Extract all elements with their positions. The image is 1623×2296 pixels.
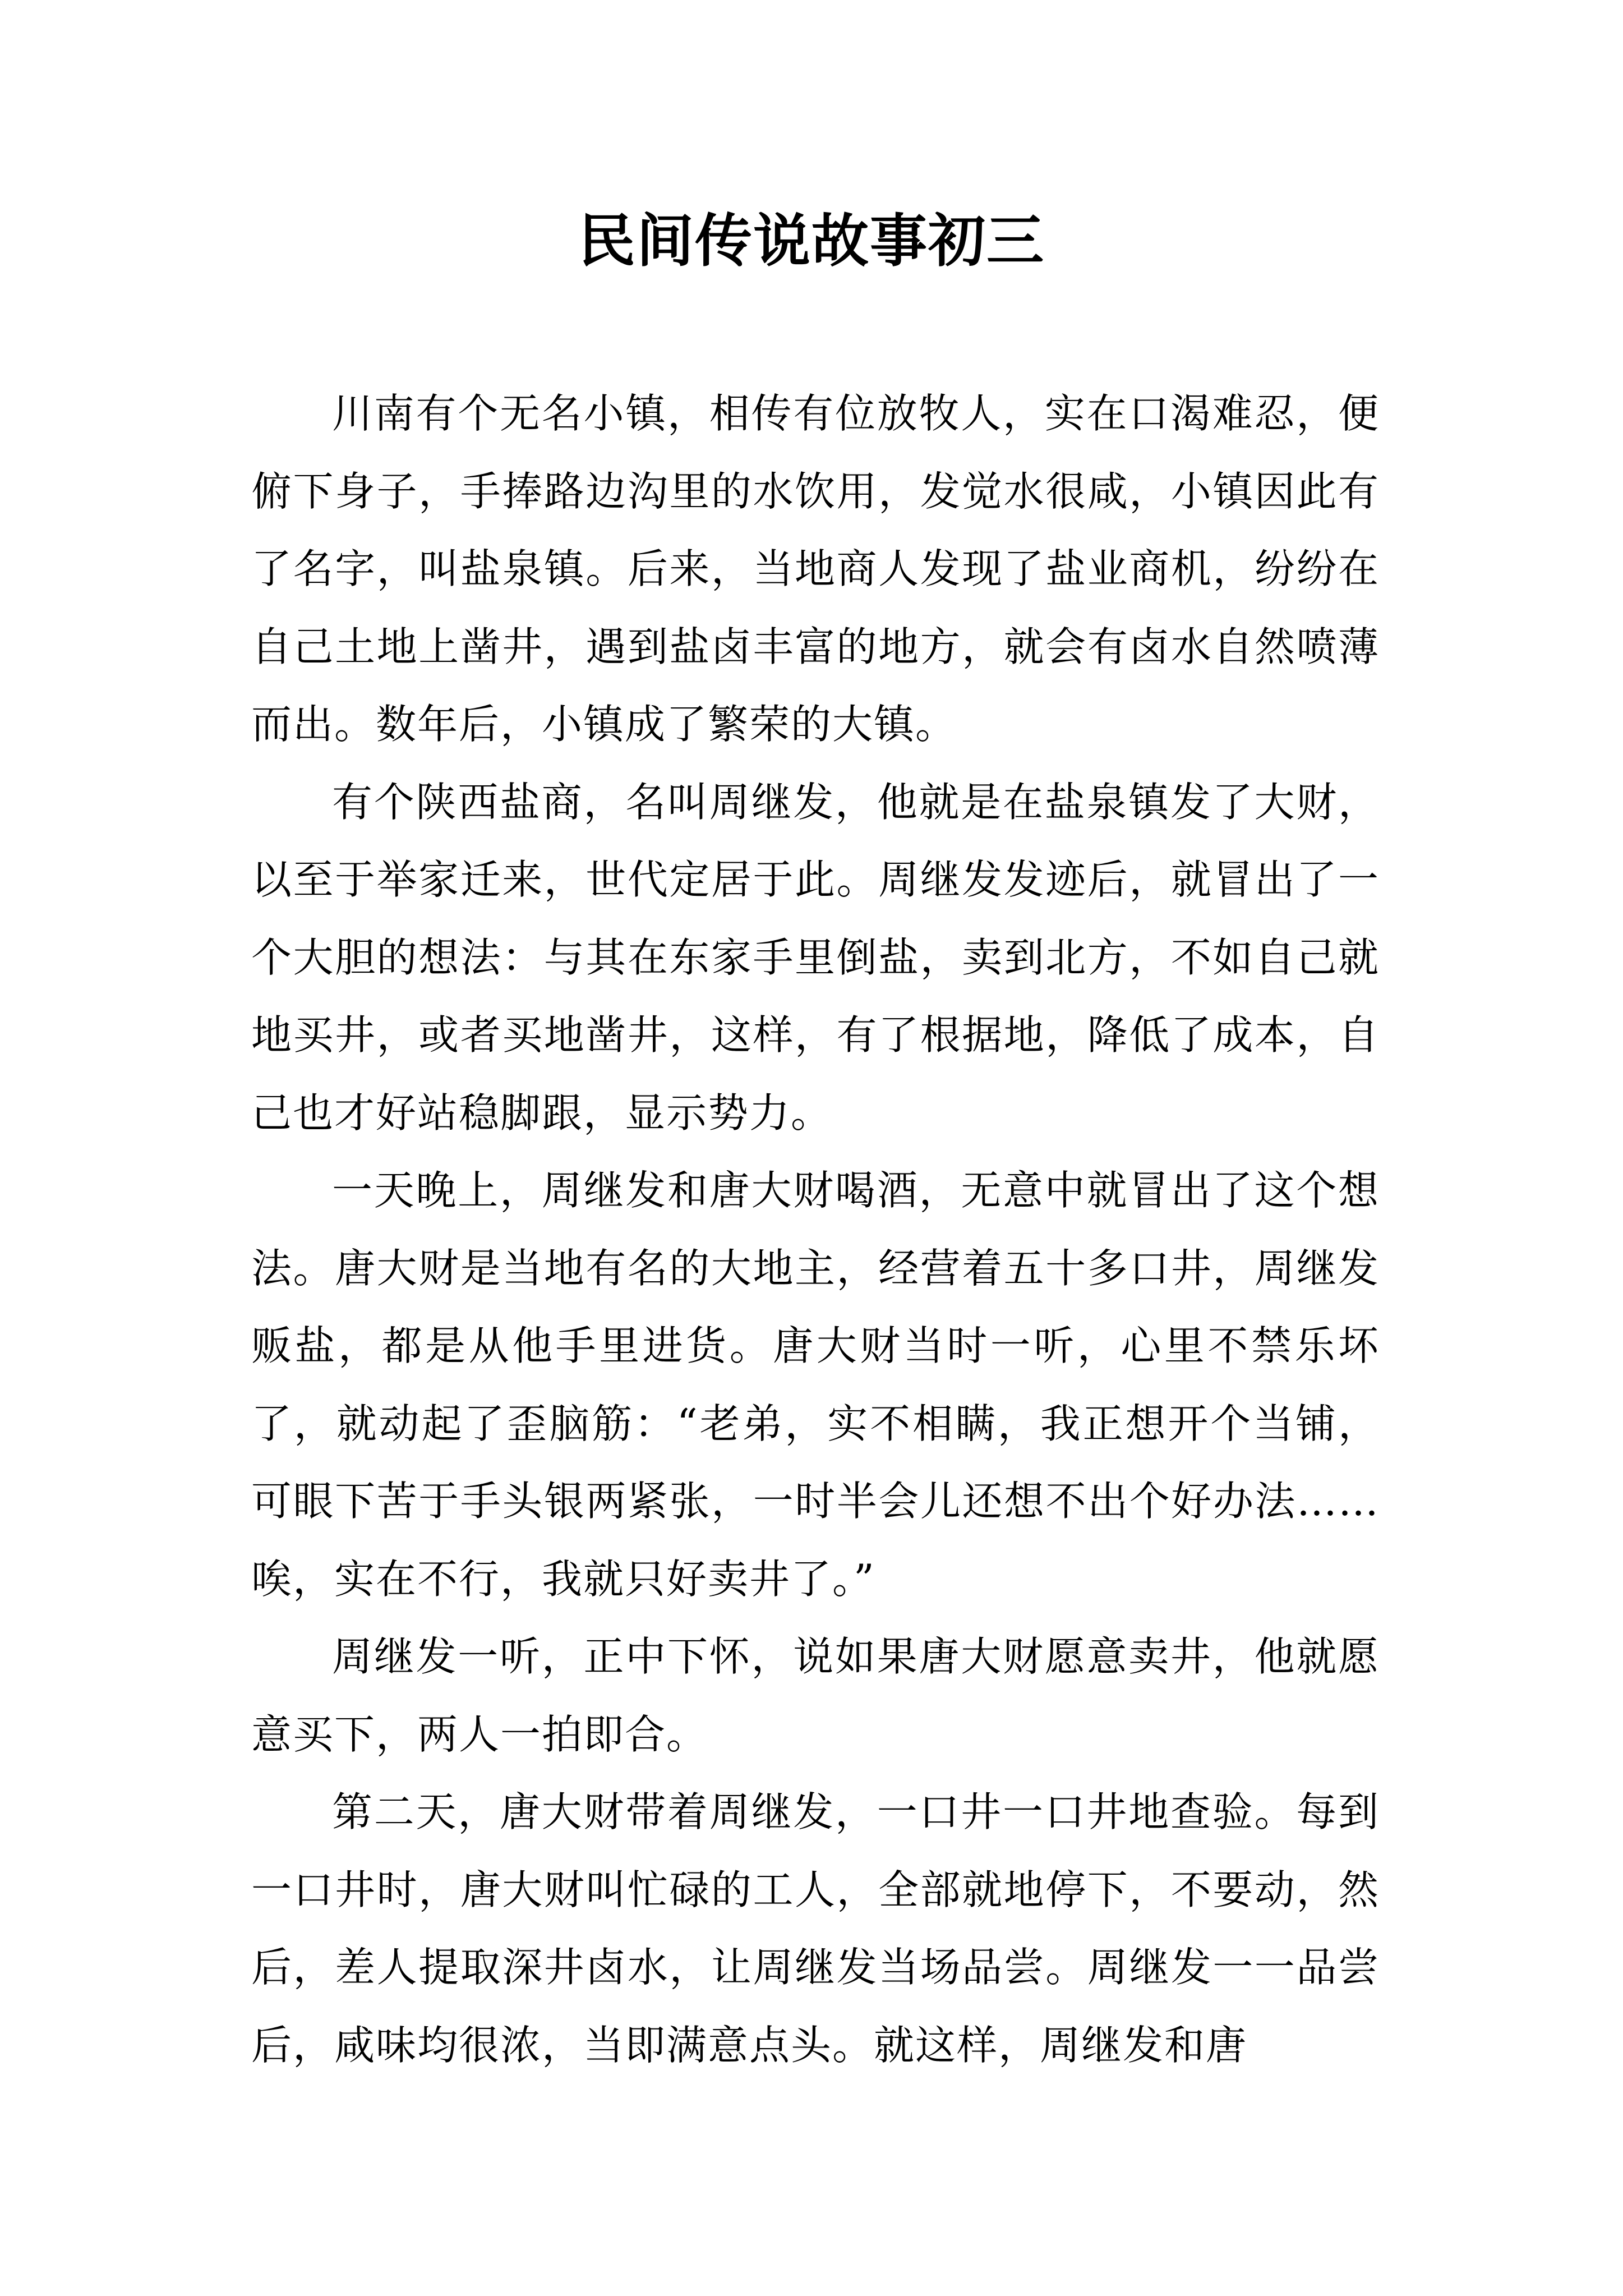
document-body bbox=[251, 375, 1380, 2084]
paragraph: 第二天，唐大财带着周继发，一口井一口井地查验。每到一口井时，唐大财叫忙碌的工人，全部就地停下，不要动，然后，差人提取深井卤水，让周继发当场品尝。周继发一一品尝后，咸味均很浓，当即满意点头。就这样，周继发和唐 bbox=[251, 1788, 1380, 2069]
paragraph: 川南有个无名小镇，相传有位放牧人，实在口渴难忍，便俯下身子，手捧路边沟里的水饮用，发觉水很咸，小镇因此有了名字，叫盐泉镇。后来，当地商人发现了盐业商机，纷纷在自己土地上凿井，遇到盐卤丰富的地方，就会有卤水自然喷薄而出。数年后，小镇成了繁荣的大镇。 bbox=[251, 390, 1380, 748]
document-title: 民间传说故事初三 bbox=[578, 208, 1045, 275]
paragraph: 周继发一听，正中下怀，说如果唐大财愿意卖井，他就愿意买下，两人一拍即合。 bbox=[251, 1633, 1380, 1758]
paragraph: 一天晚上，周继发和唐大财喝酒，无意中就冒出了这个想法。唐大财是当地有名的大地主，经营着五十多口井，周继发贩盐，都是从他手里进货。唐大财当时一听，心里不禁乐坏了，就动起了歪脑筋：“老弟，实不相瞒，我正想开个当铺，可眼下苦于手头银两紧张，一时半会儿还想不出个好办法……唉，实在不行，我就只好卖井了。” bbox=[251, 1167, 1380, 1603]
paragraph: 有个陕西盐商，名叫周继发，他就是在盐泉镇发了大财，以至于举家迁来，世代定居于此。周继发发迹后，就冒出了一个大胆的想法：与其在东家手里倒盐，卖到北方，不如自己就地买井，或者买地凿井，这样，有了根据地，降低了成本，自己也才好站稳脚跟，显示势力。 bbox=[251, 778, 1380, 1137]
